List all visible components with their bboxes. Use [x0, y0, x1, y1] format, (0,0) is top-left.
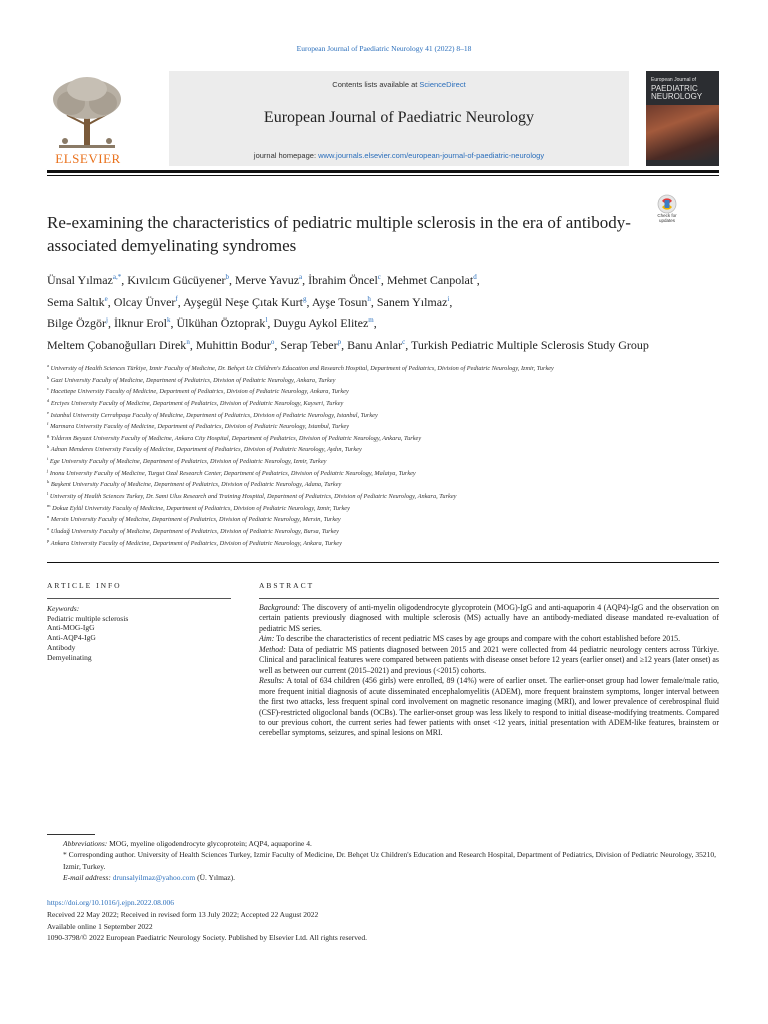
cover-line2: PAEDIATRIC NEUROLOGY — [651, 84, 703, 101]
author-11[interactable]: Bilge Özgör$^j$ — [47, 316, 108, 330]
abstract-results: Results: A total of 634 children (456 girls) were enrolled, 89 (14%) were of earlier onset. The earlier-onset group had lower female/male ratio, more frequent initial diagnosis of acute disseminated encephalomyelitis (ADEM), more frequent brainstem symptoms, longer interval between the first two attacks, less frequent spinal cord involvement on magnetic resonance imaging (MRI), and lower prevalence of cerebrospinal fluid (CSF)-restricted oligoclonal bands (OCBs). The earlier-onset group was less likely to respond to initial disease-modifying treatments. Compared to our previous cohort, the current series had fewer patients with onset <12 years, initial presentation with ADEM-like features, brainstem or cerebellar symptoms, seizures, and spinal lesions on MRI. — [259, 676, 719, 738]
abbreviations-footnote: Abbreviations: MOG, myeline oligodendrocyte glycoprotein; AQP4, aquaporine 4. — [63, 839, 312, 848]
affiliation-l: $^l$ University of Health Sciences Turkey, Dr. Sami Ulus Research and Training Hospital, Department of Pediatrics, Division of Pediatric Neurology, Ankara, Turkey — [47, 491, 457, 501]
author-group[interactable]: Turkish Pediatric Multiple Sclerosis Study Group — [410, 337, 649, 352]
keyword-item: Anti-MOG-IgG — [47, 623, 95, 633]
publication-info — [47, 897, 719, 944]
keywords-label: Keywords: — [47, 604, 80, 613]
corresponding-author-footnote: * Corresponding author. University of Health Sciences Turkey, Izmir Faculty of Medicine, Dr. Behçet Uz Children's Education and Research Hospital, Department of Pediatrics, Division of Pediatric Neurology, 35210, Izmir, Turkey. — [63, 850, 716, 871]
online-date: Available online 1 September 2022 — [47, 921, 153, 931]
header-rule-thin — [47, 175, 719, 176]
affiliation-j: $^j$ Inonu University Faculty of Medicine, Turgut Ozal Research Center, Department of Pediatrics, Division of Pediatric Neurology, Malatya, Turkey — [47, 467, 416, 477]
footnotes — [47, 838, 719, 883]
author-4[interactable]: İbrahim Öncel$^c$ — [308, 273, 381, 287]
author-18[interactable]: Banu Anlar$^c$ — [347, 337, 406, 352]
author-list: Ünsal Yılmaz$^{a,*}$, Kıvılcım Gücüyener$^b$, Merve Yavuz$^a$, İbrahim Öncel$^c$, Mehmet Canpolat$^d$, Sema Saltık$^e$, Olcay Ünver$^f$, Ayşegül Neşe Çıtak Kurt$^g$, Ayşe Tosun$^h$, Sanem Yılmaz$^i$, Bilge Özgör$^j$, İlknur Erol$^k$, Ülkühan Öztoprak$^l$, Duygu Aykol Elitez$^m$, Meltem Çobanoğulları Direk$^n$, Muhittin Bodur$^o$, Serap Teber$^p$, Banu Anlar$^c$, Turkish Pediatric Multiple Sclerosis Study Group — [47, 273, 649, 352]
affiliation-k: $^k$ Başkent University Faculty of Medicine, Department of Pediatrics, Division of Pediatric Neurology, Adana, Turkey — [47, 479, 342, 489]
affiliation-f: $^f$ Marmara University Faculty of Medicine, Department of Pediatrics, Division of Pediatric Neurology, Istanbul, Turkey — [47, 421, 350, 431]
author-8[interactable]: Ayşegül Neşe Çıtak Kurt$^g$ — [183, 294, 307, 309]
affiliation-d: $^d$ Erciyes University Faculty of Medicine, Department of Pediatrics, Division of Pediatric Neurology, Kayseri, Turkey — [47, 397, 344, 408]
author-1[interactable]: Ünsal Yılmaz$^{a,*}$ — [47, 273, 122, 287]
journal-homepage-link[interactable]: www.journals.elsevier.com/european-journal-of-paediatric-neurology — [318, 151, 545, 160]
cover-line1: European Journal of — [651, 77, 697, 83]
author-9[interactable]: Ayşe Tosun$^h$ — [311, 294, 371, 309]
crossmark-icon — [650, 194, 684, 214]
sciencedirect-link[interactable]: ScienceDirect — [419, 80, 466, 89]
affiliation-a: $^a$ University of Health Sciences Türkiye, Izmir Faculty of Medicine, Dr. Behçet Uz Children's Education and Research Hospital, Department of Pediatrics, Division of Pediatric Neurology, Izmir, Turkey — [47, 363, 554, 373]
article-info-rule — [47, 598, 231, 599]
keyword-item: Pediatric multiple sclerosis — [47, 613, 129, 623]
abstract-aim: Aim: To describe the characteristics of recent pediatric MS cases by age groups and compare with the cohort established before 2015. — [259, 634, 681, 644]
footnote-rule — [47, 834, 95, 835]
abstract-heading: ABSTRACT — [259, 581, 315, 590]
doi-link[interactable]: https://doi.org/10.1016/j.ejpn.2022.08.006 — [47, 898, 174, 907]
contents-prefix: Contents lists available at — [332, 80, 420, 89]
author-16[interactable]: Muhittin Bodur$^o$ — [195, 337, 275, 352]
keyword-item: Anti-AQP4-IgG — [47, 633, 96, 643]
crossmark-label-line2: updates — [658, 218, 675, 223]
author-15[interactable]: Meltem Çobanoğulları Direk$^n$ — [47, 337, 190, 352]
cover-artwork — [646, 105, 719, 160]
check-for-updates-label — [650, 213, 684, 223]
article-title: Re-examining the characteristics of pediatric multiple sclerosis in the era of antibody-associated demyelinating syndromes — [47, 213, 631, 255]
affiliation-b: $^b$ Gazi University Faculty of Medicine, Department of Pediatrics, Division of Pediatric Neurology, Ankara, Turkey — [47, 374, 336, 384]
header-rule-thick — [47, 170, 719, 173]
email-footnote: E-mail address: drunsalyilmaz@yahoo.com (Ü. Yılmaz). — [63, 872, 235, 882]
contents-line — [169, 80, 629, 89]
affiliation-g: $^g$ Yıldırım Beyazıt University Faculty of Medicine, Ankara City Hospital, Department of Pediatrics, Division of Pediatric Neurology, Ankara, Turkey — [47, 432, 422, 442]
affiliation-o: $^o$ Uludağ University Faculty of Medicine, Department of Pediatrics, Division of Pediatric Neurology, Bursa, Turkey — [47, 525, 339, 536]
affiliation-h: $^h$ Adnan Menderes University Faculty of Medicine, Department of Pediatrics, Division of Pediatric Neurology, Aydın, Turkey — [47, 444, 362, 454]
abstract-rule — [259, 598, 719, 599]
author-3[interactable]: Merve Yavuz$^a$ — [235, 273, 303, 287]
author-12[interactable]: İlknur Erol$^k$ — [113, 316, 171, 330]
keywords-block — [47, 604, 231, 662]
journal-masthead — [47, 71, 629, 166]
journal-title: European Journal of Paediatric Neurology — [263, 109, 535, 126]
section-divider — [47, 562, 719, 563]
author-7[interactable]: Olcay Ünver$^f$ — [113, 294, 178, 309]
author-6[interactable]: Sema Saltık$^e$ — [47, 294, 108, 309]
affiliations-list — [47, 362, 647, 548]
keyword-item: Antibody — [47, 642, 76, 652]
author-13[interactable]: Ülkühan Öztoprak$^l$ — [176, 316, 268, 330]
homepage-prefix: journal homepage: — [253, 151, 319, 160]
affiliation-e: $^e$ Istanbul University Cerrahpaşa Faculty of Medicine, Department of Pediatrics, Division of Pediatric Neurology, Istanbul, Turkey — [47, 409, 378, 419]
author-2[interactable]: Kıvılcım Gücüyener$^b$ — [127, 273, 230, 287]
affiliation-c: $^c$ Hacettepe University Faculty of Medicine, Department of Pediatrics, Division of Pediatric Neurology, Ankara, Turkey — [47, 386, 349, 396]
article-info-heading: ARTICLE INFO — [47, 581, 122, 590]
abstract-method: Method: Data of pediatric MS patients diagnosed between 2015 and 2021 were collected from 44 pediatric neurology centers across Türkiye. Clinical and paraclinical features were compared between patients with disease onset before 12 years (earlier onset) and ≥12 years (later onset) as well as between our current (2015–2021) and previous (<2015) cohorts. — [259, 644, 719, 675]
journal-cover-thumbnail[interactable] — [646, 71, 719, 166]
affiliation-n: $^n$ Mersin University Faculty of Medicine, Department of Pediatrics, Division of Pediatric Neurology, Mersin, Turkey — [47, 514, 341, 524]
author-email-link[interactable]: drunsalyilmaz@yahoo.com — [112, 872, 196, 882]
author-17[interactable]: Serap Teber$^p$ — [280, 337, 342, 352]
affiliation-m: $^m$ Dokuz Eylül University Faculty of Medicine, Department of Pediatrics, Division of Pediatric Neurology, Izmir, Turkey — [47, 502, 350, 512]
masthead-center-panel — [169, 71, 629, 166]
author-14[interactable]: Duygu Aykol Elitez$^m$ — [273, 316, 374, 330]
received-dates: Received 22 May 2022; Received in revised form 13 July 2022; Accepted 22 August 2022 — [47, 909, 319, 919]
journal-homepage-line — [169, 151, 629, 160]
elsevier-wordmark: ELSEVIER — [55, 151, 121, 166]
keyword-item: Demyelinating — [47, 652, 92, 662]
crossmark-label-line1: Check for — [657, 213, 677, 218]
author-10[interactable]: Sanem Yılmaz$^i$ — [376, 294, 450, 309]
affiliation-p: $^p$ Ankara University Faculty of Medicine, Department of Pediatrics, Division of Pediatric Neurology, Ankara, Turkey — [47, 537, 342, 547]
abstract-background: Background: The discovery of anti-myelin oligodendrocyte glycoprotein (MOG)-IgG and anti-aquaporin 4 (AQP4)-IgG and the observation on certain patients previously diagnosed with multiple sclerosis (MS) actually have an antibody-mediated disease mandated re-evaluation of pediatric MS series. — [259, 603, 719, 633]
copyright-line: 1090-3798/© 2022 European Paediatric Neurology Society. Published by Elsevier Ltd. All rights reserved. — [47, 933, 367, 943]
author-5[interactable]: Mehmet Canpolat$^d$ — [386, 273, 477, 287]
abstract-body — [259, 603, 719, 739]
affiliation-i: $^i$ Ege University Faculty of Medicine, Department of Pediatrics, Division of Pediatric Neurology, Izmir, Turkey — [47, 456, 327, 466]
journal-reference-link[interactable]: European Journal of Paediatric Neurology 41 (2022) 8–18 — [296, 44, 472, 53]
